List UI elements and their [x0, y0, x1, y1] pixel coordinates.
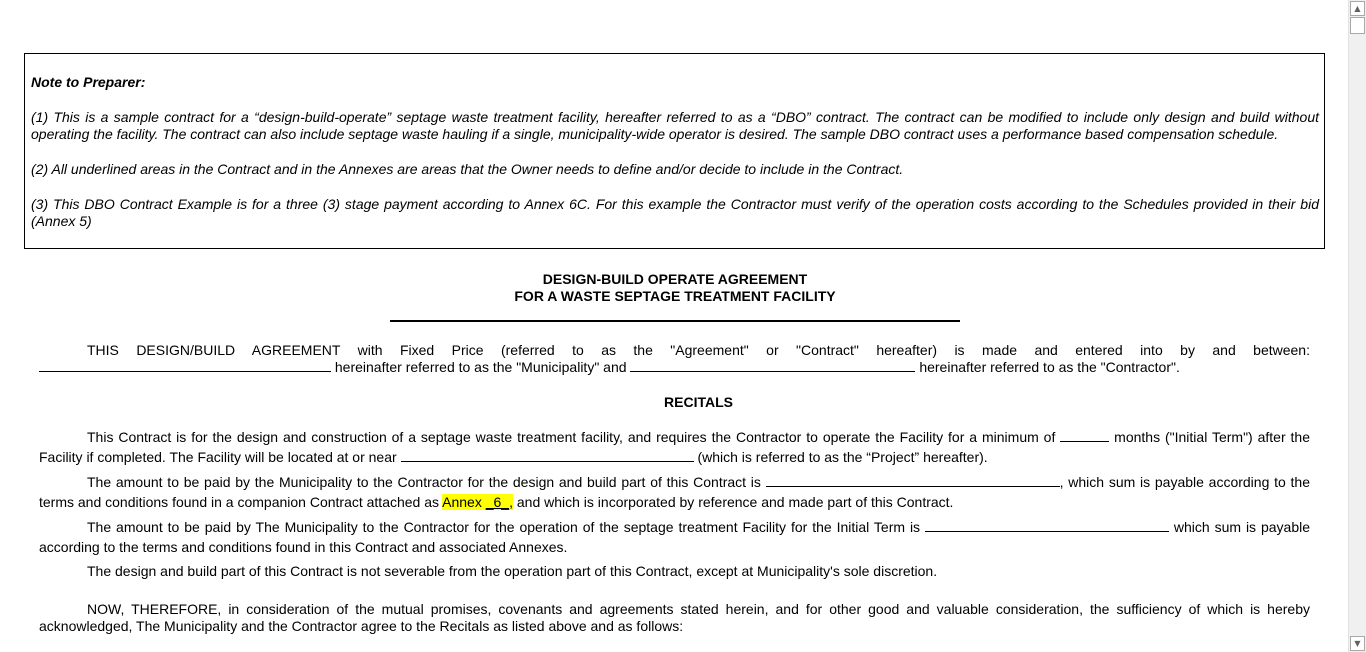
now-therefore-text: NOW, THEREFORE, in consideration of the mutual promises, covenants and agreements stated herein, and for other good and valuable consideration, the sufficiency of which is hereby acknowledged, The Municipality and the Contractor agree to the Recitals as listed above and as follows:	[39, 601, 1310, 634]
agreement-text-1: THIS DESIGN/BUILD AGREEMENT with Fixed Price (referred to as the "Agreement" or "Contract" hereafter) is made and entered into by and between:	[87, 342, 1310, 358]
recital-3-text-b: which sum is payable according to the terms and conditions found in this Contract and associated Annexes.	[39, 519, 1311, 555]
agreement-title-line-2: FOR A WASTE SEPTAGE TREATMENT FACILITY	[514, 288, 836, 304]
scroll-down-icon[interactable]: ▼	[1350, 636, 1365, 651]
recital-1-text-b: months ("Initial Term") after the Facility if completed. The Facility will be located at or near	[39, 429, 1311, 465]
recital-1-text-c: (which is referred to as the “Project” hereafter).	[693, 449, 988, 465]
annex-comma: ,	[509, 494, 513, 510]
recital-2-text-c: and which is incorporated by reference and made part of this Contract.	[512, 494, 954, 510]
annex-reference-highlight	[442, 494, 513, 510]
agreement-text-2: hereinafter referred to as the "Municipality" and	[331, 359, 631, 375]
recital-paragraph-2	[39, 472, 1310, 512]
recital-2-text-b: , which sum is payable according to the terms and conditions found in a companion Contract attached as	[39, 474, 1310, 510]
now-therefore-paragraph	[39, 601, 1310, 635]
months-blank[interactable]	[1060, 429, 1109, 442]
scroll-up-icon[interactable]: ▲	[1350, 1, 1365, 16]
note-to-preparer-box	[24, 53, 1325, 249]
recital-paragraph-3	[39, 517, 1310, 557]
scroll-thumb[interactable]	[1350, 17, 1365, 34]
location-blank[interactable]	[401, 449, 694, 462]
recital-paragraph-1	[39, 427, 1310, 467]
note-item-3: (3) This DBO Contract Example is for a three (3) stage payment according to Annex 6C. For this example the Contractor must verify of the operation costs according to the Schedules provided in their bid (Annex 5)	[31, 196, 1319, 229]
recital-4-text: The design and build part of this Contract is not severable from the operation part of this Contract, except at Municipality's sole discretion.	[87, 563, 938, 579]
recitals-heading: RECITALS	[664, 394, 733, 410]
recital-3-text-a: The amount to be paid by The Municipality to the Contractor for the operation of the septage treatment Facility for the Initial Term is	[87, 519, 925, 535]
agreement-title-line-1: DESIGN-BUILD OPERATE AGREEMENT	[542, 271, 808, 287]
recital-paragraph-4	[39, 561, 1310, 581]
contractor-name-blank[interactable]	[630, 359, 915, 372]
recital-1-text-a: This Contract is for the design and construction of a septage waste treatment facility, and requires the Contractor to operate the Facility for a minimum of	[87, 429, 1061, 445]
annex-label: Annex	[442, 494, 486, 510]
annex-number: _6_	[485, 494, 510, 510]
agreement-paragraph	[39, 342, 1310, 376]
note-title: Note to Preparer:	[31, 74, 146, 90]
title-divider	[390, 320, 960, 322]
agreement-text-3: hereinafter referred to as the "Contractor".	[915, 359, 1180, 375]
note-item-1: (1) This is a sample contract for a “design-build-operate” septage waste treatment facility, hereafter referred to as a “DBO” contract. The contract can be modified to include only design and build without operating the facility. The contract can also include septage waste hauling if a single, municipality-wide operator is desired. The sample DBO contract uses a performance based compensation schedule.	[31, 109, 1319, 142]
note-item-2: (2) All underlined areas in the Contract and in the Annexes are areas that the Owner needs to define and/or decide to include in the Contract.	[31, 161, 904, 177]
operation-amount-blank[interactable]	[925, 519, 1169, 532]
vertical-scrollbar[interactable]	[1348, 0, 1366, 652]
recital-2-text-a: The amount to be paid by the Municipality to the Contractor for the design and build part of this Contract is	[87, 474, 766, 490]
municipality-name-blank[interactable]	[39, 359, 331, 372]
design-build-amount-blank[interactable]	[766, 474, 1060, 487]
